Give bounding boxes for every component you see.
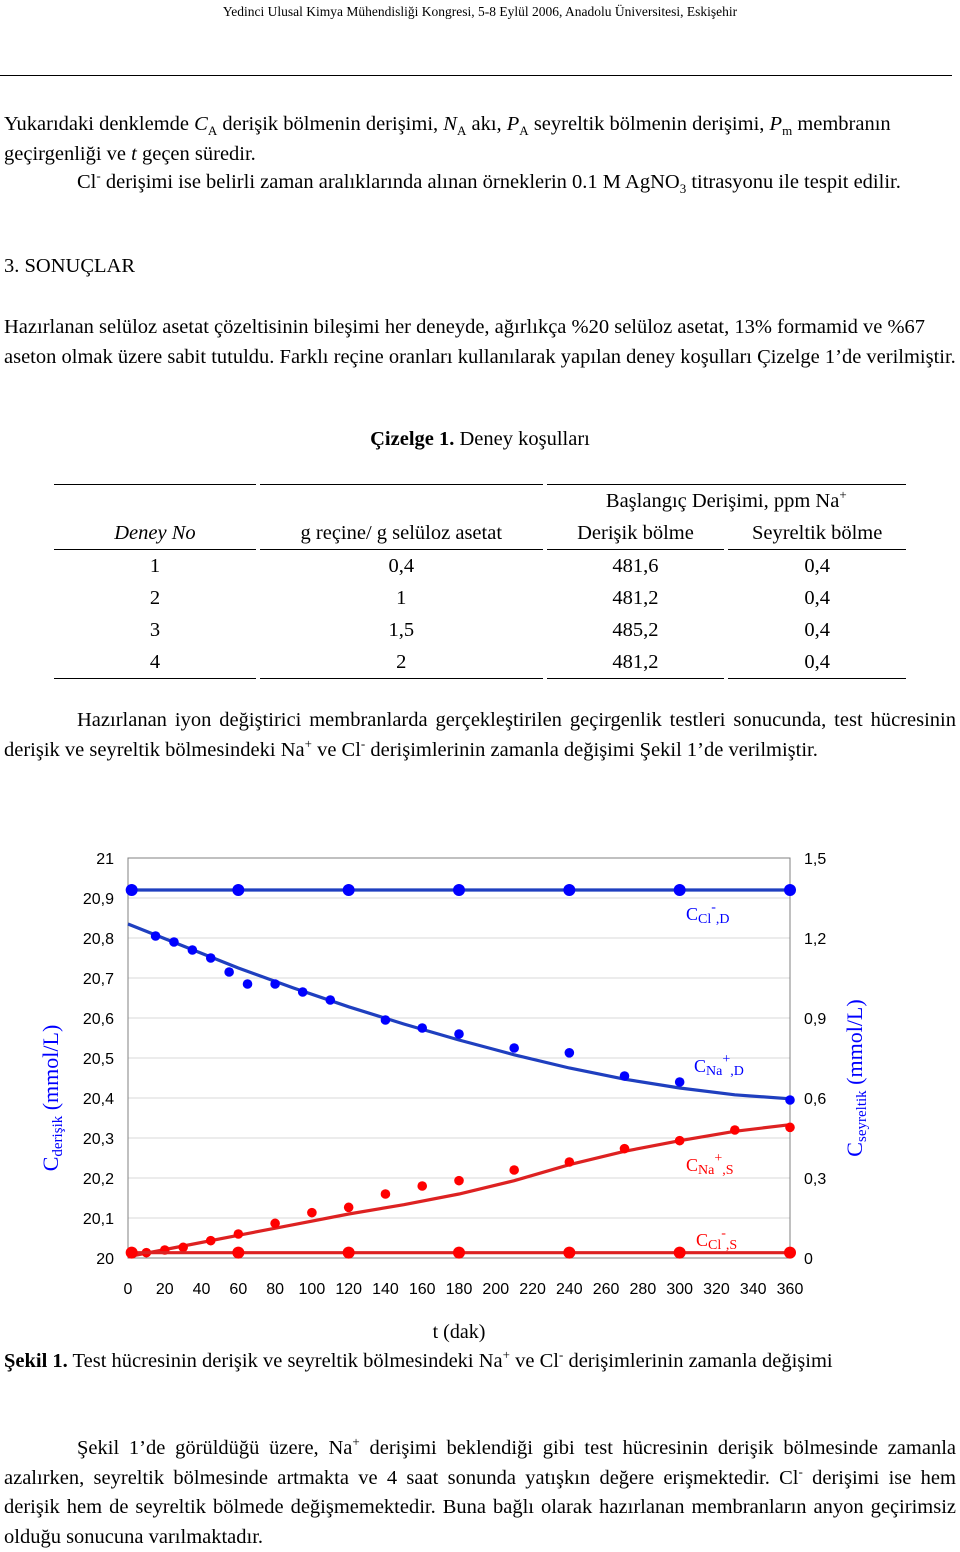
data-point xyxy=(565,1048,575,1058)
paragraph-permeability-tests: Hazırlanan iyon değiştirici membranlarda gerçekleştirilen geçirgenlik testleri sonucunda, test hücresinin derişik ve seyreltik bölmesindeki Na+ ve Cl- derişimlerinin zamanla değişimi Şekil 1’de verilmiştir. xyxy=(4,709,956,761)
data-point xyxy=(381,1189,391,1199)
series-label: CCl-$_{,S}$ xyxy=(696,1226,738,1253)
x-tick-label: 200 xyxy=(482,1281,510,1298)
concentration-chart xyxy=(0,838,960,1348)
data-point xyxy=(343,1247,355,1259)
data-point xyxy=(232,1247,244,1259)
data-point xyxy=(234,1229,244,1239)
data-point xyxy=(178,1243,188,1253)
table-cell: 0,4 xyxy=(804,586,830,609)
data-point xyxy=(417,1023,427,1033)
y-left-tick-label: 20,2 xyxy=(82,1171,114,1188)
data-point xyxy=(169,937,179,947)
y-left-tick-label: 20,1 xyxy=(82,1211,114,1228)
data-point xyxy=(620,1144,630,1154)
x-tick-label: 40 xyxy=(192,1281,211,1298)
series-label: CNa+$_{,D}$ xyxy=(694,1052,744,1079)
table-cell: 3 xyxy=(149,618,161,641)
data-point xyxy=(509,1043,519,1053)
paragraph-results-intro: Hazırlanan selüloz asetat çözeltisinin bileşimi her deneyde, ağırlıkça %20 selüloz asetat, 13% formamid ve %67 aseton olmak üzere sabit tutuldu. Farklı reçine oranları kullanılarak yapılan deney koşulları Çizelge 1’de verilmiştir. xyxy=(4,316,956,368)
y-left-tick-label: 20,8 xyxy=(82,931,114,948)
x-tick-label: 220 xyxy=(519,1281,546,1298)
y-left-tick-label: 20,6 xyxy=(82,1011,114,1028)
data-point xyxy=(454,1176,464,1186)
data-point xyxy=(206,1236,216,1246)
data-point xyxy=(453,1247,465,1259)
y-left-tick-label: 21 xyxy=(96,851,114,868)
header-rule xyxy=(0,75,952,76)
x-tick-label: 320 xyxy=(703,1281,730,1298)
x-axis-title: t (dak) xyxy=(432,1321,486,1343)
data-point xyxy=(206,953,216,963)
y-right-tick-label: 0,6 xyxy=(804,1091,827,1108)
data-point xyxy=(563,1247,575,1259)
data-point xyxy=(563,884,575,896)
table-header-row xyxy=(54,517,906,550)
x-tick-label: 100 xyxy=(298,1281,326,1298)
table-cell: 4 xyxy=(54,646,256,679)
figure-caption: Şekil 1. Test hücresinin derişik ve seyreltik bölmesindeki Na+ ve Cl- derişimlerinin zamanla değişimi xyxy=(4,1347,833,1372)
data-point xyxy=(270,979,280,989)
data-point xyxy=(381,1015,391,1025)
y-right-tick-label: 0,3 xyxy=(804,1171,827,1188)
data-point xyxy=(126,884,138,896)
data-point xyxy=(453,884,465,896)
table-caption: Çizelge 1. Deney koşulları xyxy=(370,428,590,450)
y-right-tick-label: 1,2 xyxy=(804,931,827,948)
conditions-table xyxy=(50,484,910,679)
data-point xyxy=(325,995,335,1005)
section-title: 3. SONUÇLAR xyxy=(4,255,135,277)
y-left-tick-label: 20,3 xyxy=(82,1131,114,1148)
table-group-header-row xyxy=(54,484,906,517)
y-left-tick-label: 20,7 xyxy=(82,971,114,988)
x-tick-label: 240 xyxy=(555,1281,583,1298)
series-trend-line xyxy=(128,924,790,1099)
data-point xyxy=(730,1125,740,1135)
x-tick-label: 0 xyxy=(123,1281,133,1298)
page-header: Yedinci Ulusal Kimya Mühendisliği Kongresi, 5-8 Eylül 2006, Anadolu Üniversitesi, Eskişehir xyxy=(222,4,738,19)
data-point xyxy=(565,1157,575,1167)
series-label: CCl-$_{,D}$ xyxy=(686,900,730,927)
table-row xyxy=(54,582,906,614)
x-tick-label: 160 xyxy=(408,1281,436,1298)
table-cell: 2 xyxy=(260,646,543,679)
x-tick-label: 180 xyxy=(445,1281,473,1298)
x-tick-label: 340 xyxy=(739,1281,767,1298)
y-right-tick-label: 0,9 xyxy=(804,1011,827,1028)
table-header-cell: Derişik bölme xyxy=(547,517,725,550)
table-cell: 1 xyxy=(396,586,407,609)
table-cell: 0,4 xyxy=(804,554,830,577)
table-cell: 481,2 xyxy=(612,586,659,609)
x-tick-label: 20 xyxy=(155,1281,174,1298)
data-point xyxy=(343,884,355,896)
x-tick-label: 360 xyxy=(776,1281,804,1298)
data-point xyxy=(620,1071,630,1081)
data-point xyxy=(151,931,161,941)
y-left-axis-title: Cderişik (mmol/L) xyxy=(38,1024,66,1172)
paragraph-chloride-titration: Cl- derişimi ise belirli zaman aralıklarında alınan örneklerin 0.1 M AgNO$_3$ titrasyonu ile tespit edilir. xyxy=(77,168,901,197)
paragraph-equation-definitions: Yukarıdaki denklemde $C_A$ derişik bölmenin derişimi, $N_A$ akı, $P_A$ seyreltik bölmenin derişimi, $P_m$ membranın geçirgenliği ve t geçen süredir. xyxy=(4,113,891,165)
data-point xyxy=(785,1095,795,1105)
data-point xyxy=(509,1165,519,1175)
data-point xyxy=(674,884,686,896)
series-label: CNa+$_{,S}$ xyxy=(686,1151,734,1178)
table-cell: 0,4 xyxy=(728,646,906,679)
data-point xyxy=(298,987,308,997)
data-point xyxy=(243,979,253,989)
table-header-cell: Deney No xyxy=(54,517,256,550)
table-cell: 0,4 xyxy=(388,554,415,577)
data-point xyxy=(784,1247,796,1259)
y-left-tick-label: 20,4 xyxy=(82,1091,114,1108)
data-point xyxy=(344,1203,354,1213)
data-point xyxy=(307,1208,317,1218)
table-group-header: Başlangıç Derişimi, ppm Na+ xyxy=(547,484,906,517)
data-point xyxy=(784,884,796,896)
data-point xyxy=(126,1247,138,1259)
y-right-tick-label: 0 xyxy=(804,1251,813,1268)
table-cell: 2 xyxy=(149,586,161,609)
table-cell: 485,2 xyxy=(612,618,659,641)
table-cell: 481,6 xyxy=(612,554,659,577)
data-point xyxy=(674,1247,686,1259)
x-tick-label: 60 xyxy=(229,1281,248,1298)
data-point xyxy=(417,1181,427,1191)
y-left-tick-label: 20,9 xyxy=(82,891,114,908)
x-tick-label: 120 xyxy=(335,1281,363,1298)
data-point xyxy=(785,1123,795,1133)
table-cell: 1,5 xyxy=(388,618,415,641)
y-left-tick-label: 20 xyxy=(96,1251,114,1268)
table-header-cell: Seyreltik bölme xyxy=(728,517,906,550)
table-row xyxy=(54,550,906,582)
table-header-cell: g reçine/ g selüloz asetat xyxy=(260,517,543,550)
table-cell: 0,4 xyxy=(804,618,830,641)
y-right-tick-label: 1,5 xyxy=(804,851,827,868)
data-point xyxy=(675,1136,685,1146)
x-tick-label: 80 xyxy=(266,1281,285,1298)
table-row xyxy=(54,646,906,679)
data-point xyxy=(188,945,198,955)
table-row xyxy=(54,614,906,646)
y-left-tick-label: 20,5 xyxy=(82,1051,114,1068)
data-point xyxy=(675,1077,685,1087)
y-right-axis-title: Cseyreltik (mmol/L) xyxy=(842,999,870,1157)
table-cell: 1 xyxy=(149,554,161,577)
table-cell: 481,2 xyxy=(547,646,725,679)
data-point xyxy=(454,1029,464,1039)
data-point xyxy=(270,1219,280,1229)
paragraph-conclusion: Şekil 1’de görüldüğü üzere, Na+ derişimi beklendiği gibi test hücresinin derişik bölmesinde zamanla azalırken, seyreltik bölmesinde artmakta ve 4 saat sonunda yatışkın değere erişmektedir. Cl- derişimi ise hem derişik hem de seyreltik bölmede değişmemektedir. Buna bağlı olarak hazırlanan membranların anyon geçirimsiz olduğu sonucuna varılmaktadır. xyxy=(4,1434,956,1548)
x-tick-label: 300 xyxy=(666,1281,694,1298)
data-point xyxy=(232,884,244,896)
data-point xyxy=(224,967,234,977)
x-tick-label: 260 xyxy=(592,1281,620,1298)
x-tick-label: 140 xyxy=(372,1281,399,1298)
series-trend-line xyxy=(128,1125,790,1257)
x-tick-label: 280 xyxy=(629,1281,657,1298)
